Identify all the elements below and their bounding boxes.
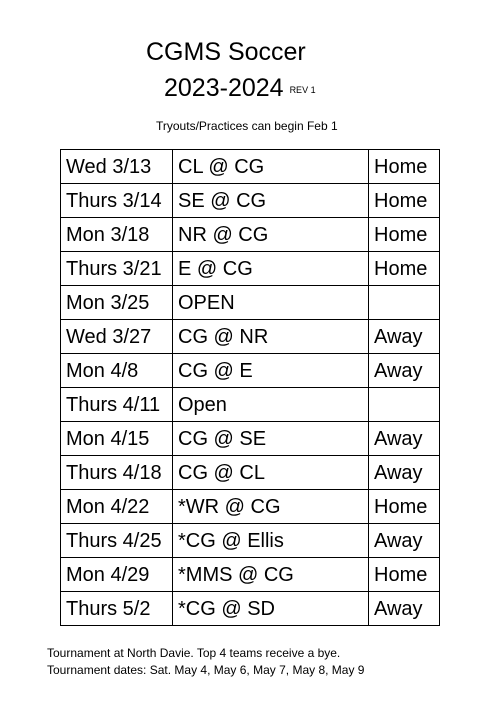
location-cell: Home <box>369 252 440 286</box>
date-cell: Mon 4/22 <box>61 490 173 524</box>
revision-label: REV 1 <box>289 85 316 95</box>
table-row <box>61 150 440 184</box>
table-row <box>61 558 440 592</box>
matchup-cell: CL @ CG <box>173 150 369 184</box>
page-title: CGMS Soccer <box>146 38 306 66</box>
date-cell: Mon 3/25 <box>61 286 173 320</box>
matchup-cell: SE @ CG <box>173 184 369 218</box>
date-cell: Thurs 5/2 <box>61 592 173 626</box>
date-cell: Mon 3/18 <box>61 218 173 252</box>
location-cell: Home <box>369 490 440 524</box>
table-row <box>61 422 440 456</box>
matchup-cell: CG @ SE <box>173 422 369 456</box>
location-cell: Away <box>369 592 440 626</box>
table-row <box>61 524 440 558</box>
table-row <box>61 354 440 388</box>
matchup-cell: *WR @ CG <box>173 490 369 524</box>
schedule-body <box>61 150 440 626</box>
location-cell: Away <box>369 456 440 490</box>
date-cell: Thurs 4/11 <box>61 388 173 422</box>
table-row <box>61 592 440 626</box>
season-heading <box>164 73 316 105</box>
table-row <box>61 252 440 286</box>
matchup-cell: NR @ CG <box>173 218 369 252</box>
tournament-note: Tournament at North Davie. Top 4 teams receive a bye. <box>47 646 341 660</box>
location-cell: Home <box>369 558 440 592</box>
tournament-dates: Tournament dates: Sat. May 4, May 6, May 7, May 8, May 9 <box>47 663 365 677</box>
location-cell: Home <box>369 150 440 184</box>
location-cell: Away <box>369 320 440 354</box>
schedule-table <box>60 149 440 626</box>
table-row <box>61 388 440 422</box>
date-cell: Wed 3/13 <box>61 150 173 184</box>
location-cell: Home <box>369 184 440 218</box>
season-years: 2023-2024 <box>164 74 284 102</box>
matchup-cell: *CG @ Ellis <box>173 524 369 558</box>
matchup-cell: *MMS @ CG <box>173 558 369 592</box>
date-cell: Thurs 4/25 <box>61 524 173 558</box>
table-row <box>61 184 440 218</box>
matchup-cell: Open <box>173 388 369 422</box>
date-cell: Thurs 3/21 <box>61 252 173 286</box>
matchup-cell: OPEN <box>173 286 369 320</box>
table-row <box>61 218 440 252</box>
matchup-cell: CG @ E <box>173 354 369 388</box>
date-cell: Wed 3/27 <box>61 320 173 354</box>
date-cell: Thurs 3/14 <box>61 184 173 218</box>
table-row <box>61 490 440 524</box>
location-cell: Away <box>369 524 440 558</box>
location-cell <box>369 388 440 422</box>
location-cell: Away <box>369 422 440 456</box>
matchup-cell: CG @ CL <box>173 456 369 490</box>
table-row <box>61 286 440 320</box>
practice-start-note: Tryouts/Practices can begin Feb 1 <box>156 119 338 133</box>
date-cell: Mon 4/29 <box>61 558 173 592</box>
date-cell: Mon 4/15 <box>61 422 173 456</box>
date-cell: Mon 4/8 <box>61 354 173 388</box>
matchup-cell: *CG @ SD <box>173 592 369 626</box>
matchup-cell: E @ CG <box>173 252 369 286</box>
table-row <box>61 320 440 354</box>
table-row <box>61 456 440 490</box>
location-cell: Home <box>369 218 440 252</box>
location-cell: Away <box>369 354 440 388</box>
location-cell <box>369 286 440 320</box>
matchup-cell: CG @ NR <box>173 320 369 354</box>
date-cell: Thurs 4/18 <box>61 456 173 490</box>
